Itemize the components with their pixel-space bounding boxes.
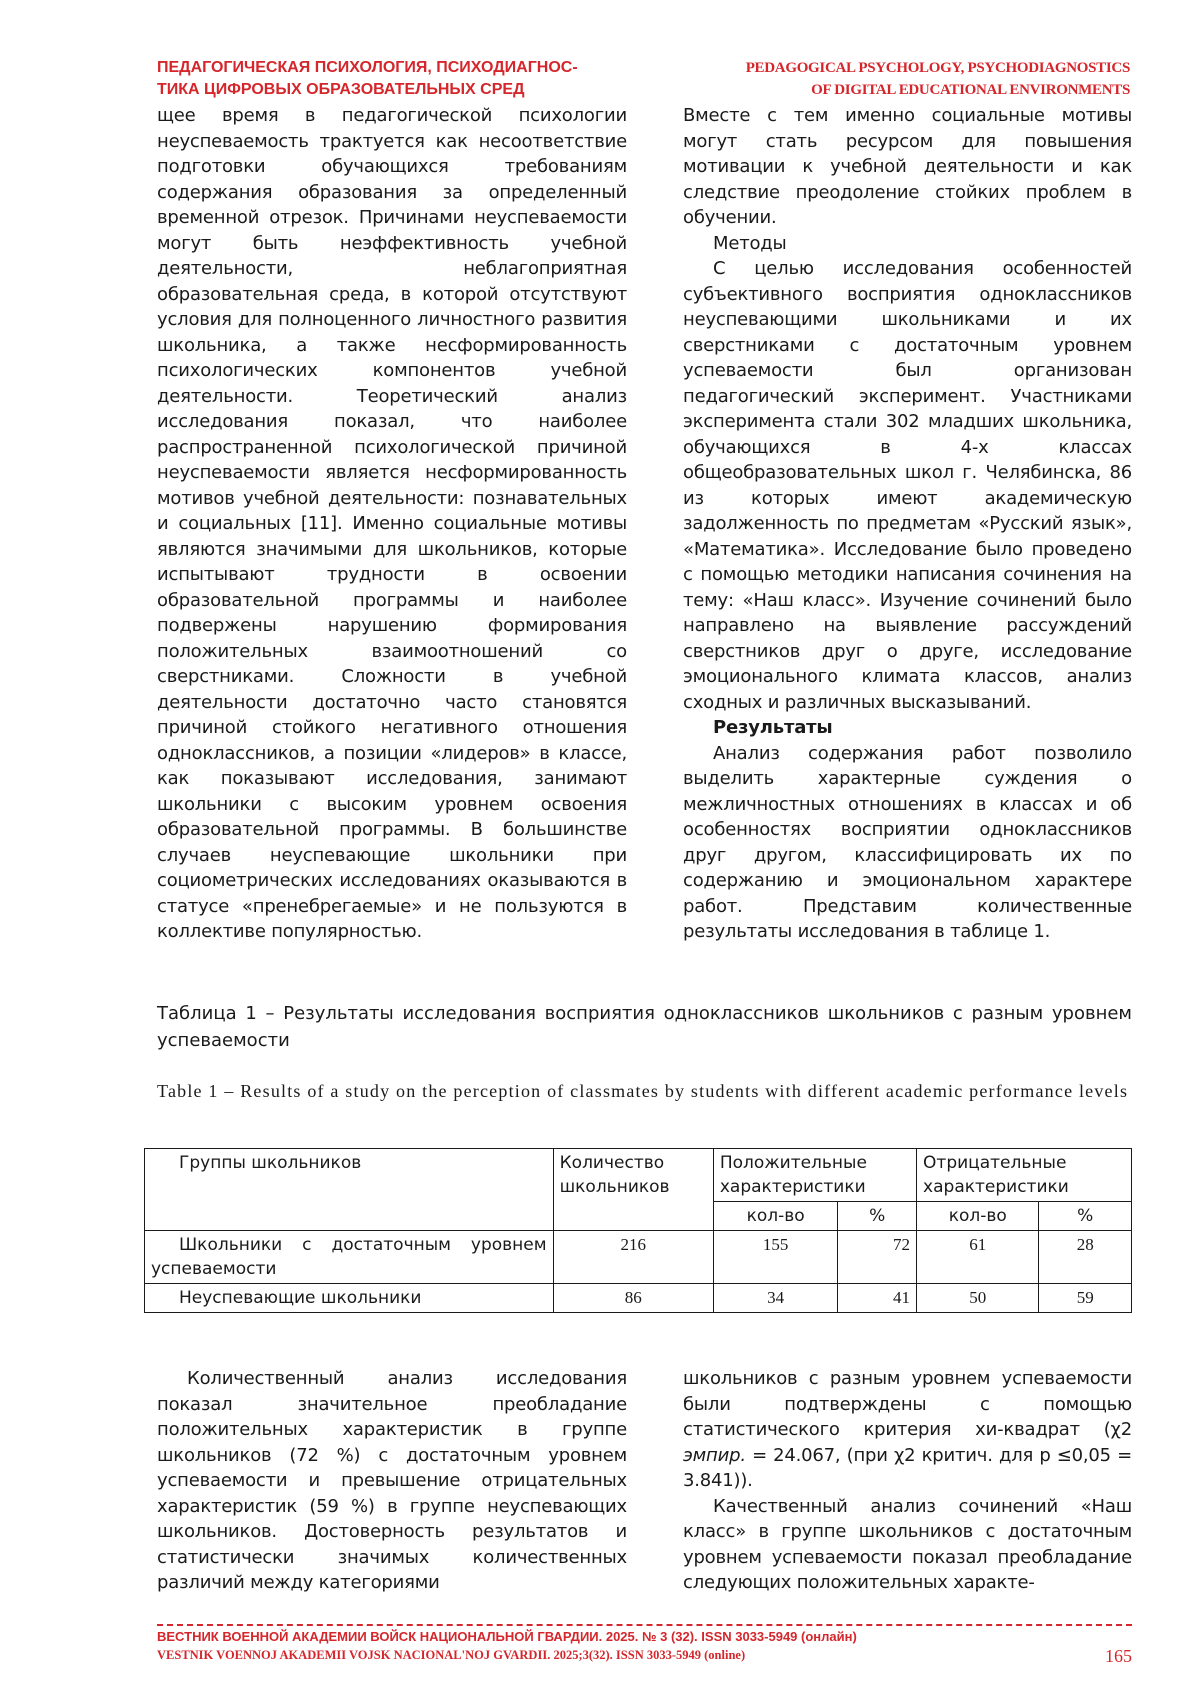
row-neg-qty: 50: [917, 1284, 1039, 1313]
left-column-paragraph: щее время в педагогической психологии неуспеваемость трактуется как несоответствие подготовки обучающихся требованиям содержания образования за определенный временной отрезок. Причинами неуспеваемости могут быть неэффективность учебной деятельности, неблагоприятная образовательная среда, в которой отсутствуют условия для полноценного личностного развития школьника, а также несформированность психологических компонентов учебной деятельности. Теоретический анализ исследования показал, что наиболее распространенной психологической причиной неуспеваемости является несформированность мотивов учебной деятельности: познавательных и социальных [11]. Именно социальные мотивы являются значимыми для школьников, которые испытывают трудности в освоении образовательной программы и наиболее подвержены нарушению формирования положительных взаимоотношений со сверстниками. Сложности в учебной деятельности достаточно часто становятся причиной стойкого негативного отношения одноклассников, а позиции «лидеров» в классе, как показывают исследования, занимают школьники с высоким уровнем освоения образовательной программы. В большинстве случаев неуспевающие школьники при социометрических исследованиях оказываются в статусе «пренебрегаемые» и не пользуются в коллективе популярностью.: [157, 105, 627, 942]
row-count: 216: [553, 1231, 713, 1284]
methods-paragraph: С целью исследования особенностей субъективного восприятия одноклассников неуспевающими школьниками и их сверстниками с достаточным уровнем успеваемости был организован педагогический эксперимент. Участниками эксперимента стали 302 младших школьника, обучающихся в 4-х классах общеобразовательных школ г. Челябинска, 86 из которых имеют академическую задолженность по предметам «Русский язык», «Математика». Исследование было проведено с помощью методики написания сочинения на тему: «Наш класс». Изучение сочинений было направлено на выявление рассуждений сверстников друг о друге, исследование эмоционального климата классов, анализ сходных и различных высказываний.: [683, 258, 1132, 713]
subheader-pos-qty: кол-во: [713, 1202, 838, 1231]
row-pos-pct: 41: [838, 1284, 917, 1313]
right-column: [683, 103, 1132, 942]
chi-square-text-c: = 24.067, (при χ2 критич. для р ≤0,05 = 3.841)).: [683, 1444, 1132, 1491]
header-groups: Группы школьников: [145, 1149, 554, 1231]
footer-divider: [157, 1624, 1132, 1626]
results-table: [144, 1148, 1132, 1313]
row-neg-pct: 59: [1039, 1284, 1132, 1313]
row-neg-pct: 28: [1039, 1231, 1132, 1284]
subheader-neg-pct: %: [1039, 1202, 1132, 1231]
results-paragraph: Анализ содержания работ позволило выделить характерные суждения о межличностных отношениях в классах и об особенностях восприятии одноклассников друг другом, классифицировать их по содержанию и эмоциональном характере работ. Представим количественные результаты исследования в таблице 1.: [683, 742, 1132, 942]
results-heading: Результаты: [713, 717, 833, 738]
running-header-ru: [157, 57, 627, 101]
table-caption-ru: Таблица 1 – Результаты исследования восприятия одноклассников школьников с разным уровнем успеваемости: [157, 1003, 1132, 1051]
header-negative: Отрицательные характеристики: [917, 1149, 1132, 1202]
bottom-right-paragraph-1: [683, 1366, 1132, 1494]
chi-square-text-a: школьников с разным уровнем успеваемости были подтверждены с помощью статистического критерия хи-квадрат (χ2: [683, 1368, 1132, 1440]
row-neg-qty: 61: [917, 1231, 1039, 1284]
footer-journal-ru: ВЕСТНИК ВОЕННОЙ АКАДЕМИИ ВОЙСК НАЦИОНАЛЬНОЙ ГВАРДИИ. 2025. № 3 (32). ISSN 3033-5949 (онлайн): [157, 1629, 857, 1644]
methods-heading: Методы: [713, 232, 787, 254]
chi-square-empirical: эмпир.: [683, 1444, 746, 1466]
row-count: 86: [553, 1284, 713, 1313]
row-pos-qty: 155: [713, 1231, 838, 1284]
left-column: [157, 103, 627, 942]
subheader-pos-pct: %: [838, 1202, 917, 1231]
table-caption-en: Table 1 – Results of a study on the perception of classmates by students with different academic performance levels: [157, 1081, 1129, 1101]
running-header-ru-line1: ПЕДАГОГИЧЕСКАЯ ПСИХОЛОГИЯ, ПСИХОДИАГНОС-: [157, 59, 578, 76]
table-row: [145, 1284, 1132, 1313]
bottom-right-column: [683, 1366, 1132, 1622]
row-label: Неуспевающие школьники: [145, 1284, 554, 1313]
running-header-en-line2: OF DIGITAL EDUCATIONAL ENVIRONMENTS: [811, 82, 1130, 98]
header-count: Количество школьников: [553, 1149, 713, 1231]
table-row: [145, 1231, 1132, 1284]
right-column-paragraph-1: Вместе с тем именно социальные мотивы могут стать ресурсом для повышения мотивации к учебной деятельности и как следствие преодоление стойких проблем в обучении.: [683, 105, 1132, 228]
row-label: Школьники с достаточным уровнем успеваемости: [145, 1231, 554, 1284]
header-positive: Положительные характеристики: [713, 1149, 916, 1202]
bottom-left-column: [157, 1366, 627, 1622]
row-pos-qty: 34: [713, 1284, 838, 1313]
table-header-row: [145, 1149, 1132, 1202]
bottom-left-paragraph: Количественный анализ исследования показал значительное преобладание положительных характеристик в группе школьников (72 %) с достаточным уровнем успеваемости и превышение отрицательных характеристик (59 %) в группе неуспевающих школьников. Достоверность результатов и статистически значимых количественных различий между категориями: [157, 1368, 627, 1593]
page-number: 165: [1105, 1646, 1132, 1666]
bottom-right-paragraph-2: Качественный анализ сочинений «Наш класс» в группе школьников с достаточным уровнем успеваемости показал преобладание следующих положительных характе-: [683, 1495, 1132, 1593]
footer-journal-en: VESTNIK VOENNOJ AKADEMII VOJSK NACIONAL'NOJ GVARDII. 2025;3(32). ISSN 3033-5949 (online): [157, 1648, 746, 1662]
row-pos-pct: 72: [838, 1231, 917, 1284]
running-header-ru-line2: ТИКА ЦИФРОВЫХ ОБРАЗОВАТЕЛЬНЫХ СРЕД: [157, 81, 525, 98]
running-header-en: [640, 57, 1130, 101]
subheader-neg-qty: кол-во: [917, 1202, 1039, 1231]
running-header-en-line1: PEDAGOGICAL PSYCHOLOGY, PSYCHODIAGNOSTICS: [745, 60, 1130, 76]
